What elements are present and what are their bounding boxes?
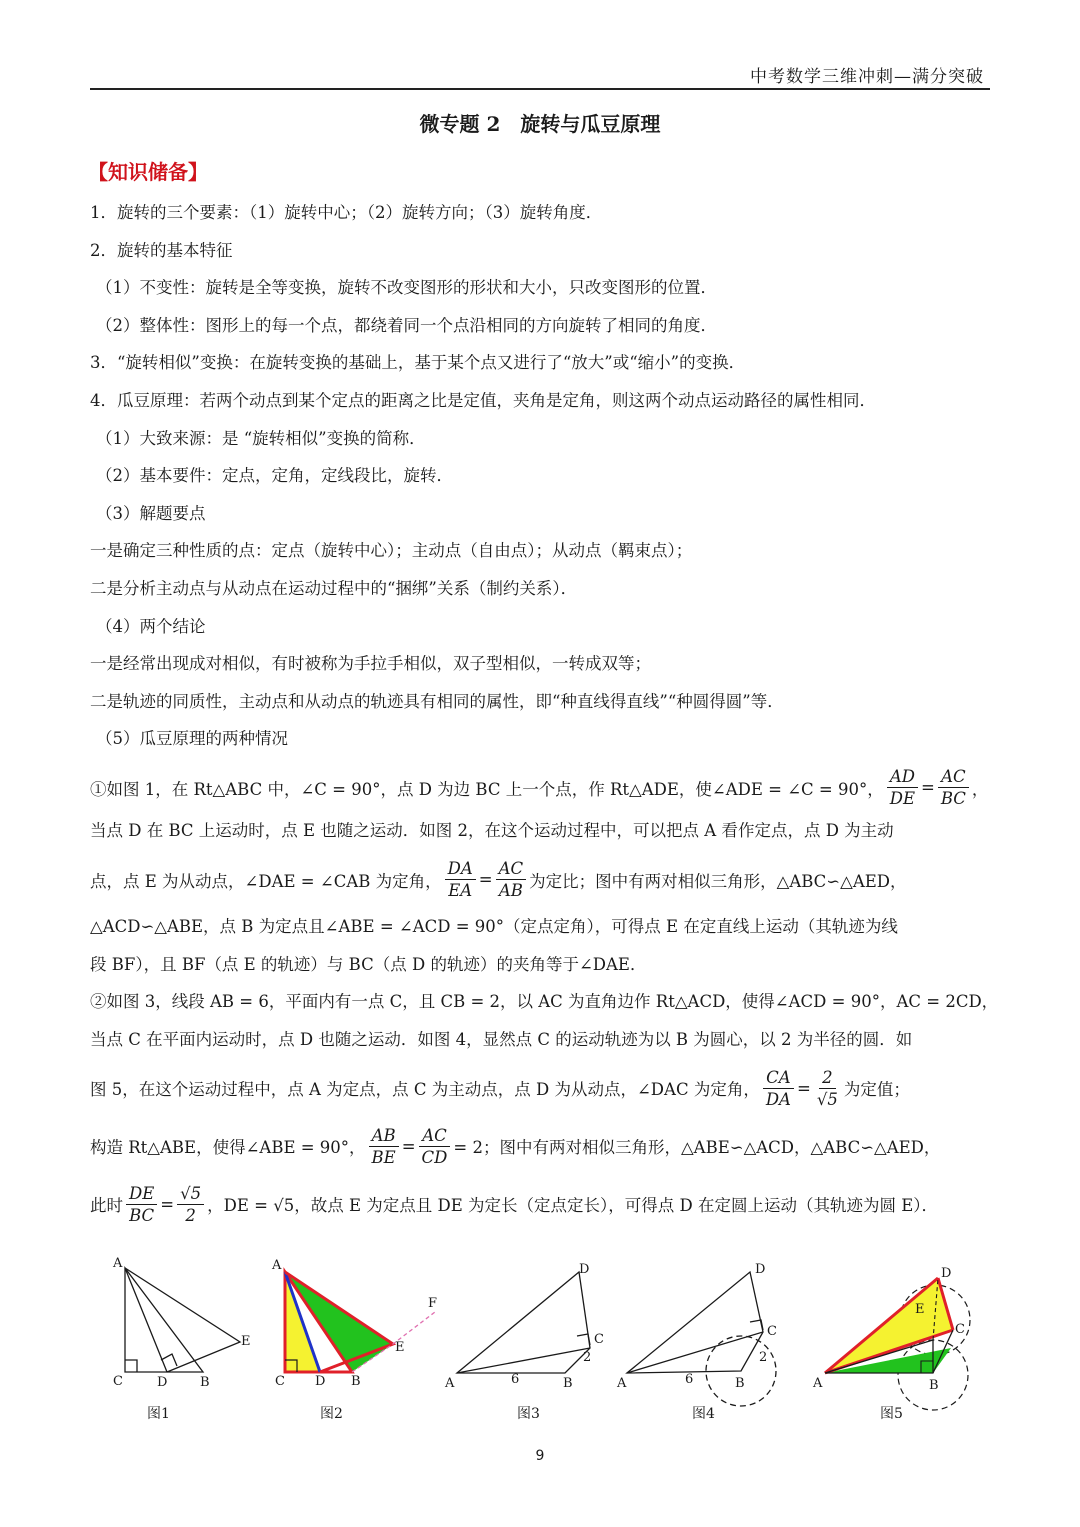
text-line: 二是轨迹的同质性，主动点和从动点的轨迹具有相同的属性，即“种直线得直线”“种圆得圆”等． [90, 691, 784, 711]
figure-caption: 图3 [517, 1406, 540, 1422]
content-body [90, 195, 999, 1233]
figure-label: E [241, 1334, 251, 1349]
case1-line-4: △ACD∽△ABE，点 B 为定点且∠ABE = ∠ACD = 90°（定点定角），可得点 E 在定直线上运动（其轨迹为线 [90, 916, 898, 936]
figure-label: D [157, 1375, 168, 1390]
figure-label: 2 [759, 1350, 768, 1365]
figure-2 [285, 1272, 438, 1372]
figure-label: F [428, 1296, 438, 1311]
figure-label: D [315, 1374, 326, 1389]
figure-caption: 图1 [147, 1406, 170, 1422]
figure-label: B [200, 1375, 210, 1390]
figure-label: D [579, 1262, 590, 1277]
fraction: $\frac{DE}{BC}$ [126, 1183, 157, 1226]
case2-line-1: ②如图 3，线段 AB = 6，平面内有一点 C，且 CB = 2，以 AC 为直角边作 Rt△ACD，使得∠ACD = 90°，AC = 2CD， [90, 992, 999, 1012]
text-line: （1）大致来源：是 “旋转相似”变换的简称． [96, 428, 426, 448]
figure-label: E [395, 1340, 405, 1355]
case1-line-2: 当点 D 在 BC 上运动时，点 E 也随之运动．如图 2，在这个运动过程中，可以把点 A 看作定点，点 D 为主动 [90, 820, 894, 840]
figure-5 [825, 1278, 970, 1410]
figure-label: D [755, 1262, 766, 1277]
fraction: $\frac{AC}{AB}$ [496, 858, 527, 901]
text-line: （3）解题要点 [96, 503, 206, 523]
figure-label: C [955, 1322, 965, 1337]
figure-label: 6 [511, 1372, 520, 1387]
case2-line-3: 图 5，在这个运动过程中，点 A 为定点，点 C 为主动点，点 D 为从动点，∠DAC 为定角， $\frac{CA}{DA}$ = $\frac{2}{√5}$ 为定值； [90, 1067, 910, 1109]
text-line: 2．旋转的基本特征 [90, 240, 233, 260]
text-line: （4）两个结论 [96, 616, 206, 636]
case1-line-3: 点，点 E 为从动点，∠DAE = ∠CAB 为定角， $\frac{DA}{EA}$ = $\frac{AC}{AB}$ 为定比；图中有两对相似三角形，△ABC∽△AED， [90, 859, 907, 901]
text-line: （2）整体性：图形上的每一个点，都绕着同一个点沿相同的方向旋转了相同的角度． [96, 315, 717, 335]
case2-line-5: 此时 $\frac{DE}{BC}$ = $\frac{√5}{2}$ ，DE = √5，故点 E 为定点且 DE 为定长（定点定长），可得点 D 在定圆上运动（其轨迹为圆 E）． [90, 1183, 939, 1225]
text-line: （1）不变性：旋转是全等变换，旋转不改变图形的形状和大小，只改变图形的位置． [96, 278, 717, 298]
text-line: 4．瓜豆原理：若两个动点到某个定点的距离之比是定值，夹角是定角，则这两个动点运动路径的属性相同． [90, 390, 876, 410]
figure-1 [125, 1268, 240, 1372]
fraction: $\frac{DA}{EA}$ [445, 858, 476, 901]
case1-line-5: 段 BF），且 BF（点 E 的轨迹）与 BC（点 D 的轨迹）的夹角等于∠DAE． [90, 954, 647, 974]
figure-label: 6 [685, 1372, 694, 1387]
figure-label: C [594, 1332, 604, 1347]
figure-caption: 图2 [320, 1406, 343, 1422]
figure-label: A [813, 1376, 823, 1391]
text-line: （2）基本要件：定点，定角，定线段比，旋转． [96, 466, 453, 486]
fraction: $\frac{AC}{CD}$ [419, 1125, 451, 1168]
figure-caption: 图5 [880, 1406, 903, 1422]
figure-label: B [735, 1376, 745, 1391]
text-line: 3．“旋转相似”变换：在旋转变换的基础上，基于某个点又进行了“放大”或“缩小”的变换． [90, 353, 746, 373]
header-title: 中考数学三维冲刺—满分突破 [750, 67, 984, 87]
fraction: $\frac{AC}{BC}$ [938, 766, 969, 809]
figure-label: D [941, 1266, 952, 1281]
figure-label: C [113, 1374, 123, 1389]
figure-label: A [113, 1256, 123, 1271]
fraction: $\frac{AB}{BE}$ [369, 1125, 399, 1168]
figure-label: 2 [583, 1350, 592, 1365]
page-header [90, 56, 990, 90]
fraction: $\frac{CA}{DA}$ [763, 1067, 794, 1110]
figures-strip [95, 1250, 975, 1430]
section-heading: 【知识储备】 [88, 160, 208, 184]
figure-label: A [617, 1376, 627, 1391]
figure-3 [457, 1272, 590, 1373]
fraction: $\frac{2}{√5}$ [816, 1067, 838, 1109]
figure-label: A [445, 1376, 455, 1391]
figure-label: C [767, 1324, 777, 1339]
page-title: 微专题 2 旋转与瓜豆原理 [419, 112, 661, 136]
text-line: （5）瓜豆原理的两种情况 [96, 729, 288, 749]
figure-label: A [272, 1258, 282, 1273]
page-number: 9 [535, 1448, 545, 1464]
figure-label: B [929, 1378, 939, 1393]
text-line: 二是分析主动点与从动点在运动过程中的“捆绑”关系（制约关系）． [90, 578, 578, 598]
figure-label: C [275, 1374, 285, 1389]
figure-4 [627, 1272, 776, 1406]
figure-label: B [563, 1376, 573, 1391]
fraction: $\frac{√5}{2}$ [177, 1183, 204, 1226]
text-line: 1．旋转的三个要素：（1）旋转中心；（2）旋转方向；（3）旋转角度． [90, 203, 603, 222]
fraction: $\frac{AD}{DE}$ [887, 766, 918, 809]
text-line: 一是确定三种性质的点：定点（旋转中心）；主动点（自由点）；从动点（羁束点）； [90, 541, 693, 561]
figure-caption: 图4 [692, 1406, 715, 1422]
case2-line-4: 构造 Rt△ABE，使得∠ABE = 90°， $\frac{AB}{BE}$ = $\frac{AC}{CD}$ = 2；图中有两对相似三角形，△ABE∽△ACD，△ABC∽△AED， [90, 1125, 941, 1167]
figure-label: B [351, 1374, 361, 1389]
case1-line-1: ①如图 1，在 Rt△ABC 中，∠C = 90°，点 D 为边 BC 上一个点，作 Rt△ADE，使∠ADE = ∠C = 90°， $\frac{AD}{DE}$ = $\frac{AC}{BC}$ ， [90, 767, 989, 809]
text-line: 一是经常出现成对相似，有时被称为手拉手相似，双子型相似，一转成双等； [90, 654, 651, 674]
figure-label: E [915, 1302, 925, 1317]
case2-line-2: 当点 C 在平面内运动时，点 D 也随之运动．如图 4，显然点 C 的运动轨迹为以 B 为圆心，以 2 为半径的圆．如 [90, 1029, 913, 1049]
